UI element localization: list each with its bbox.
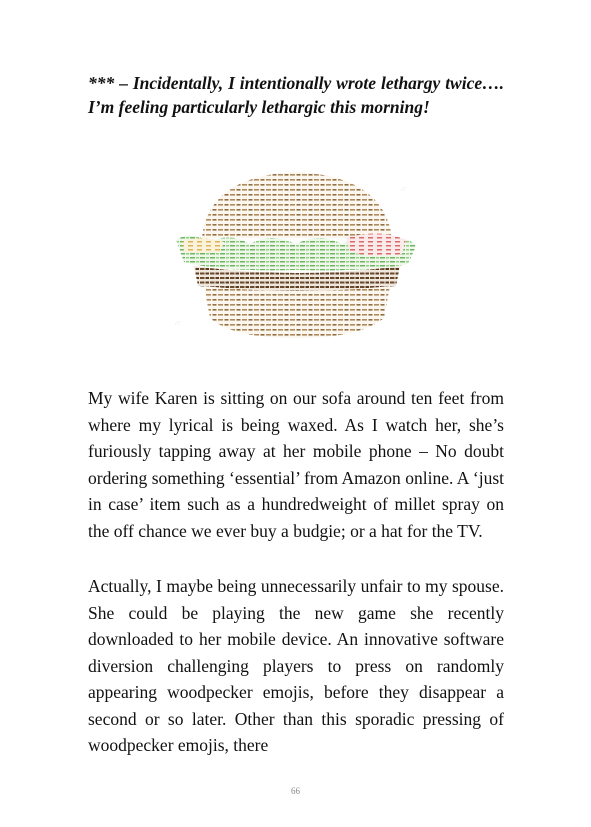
footnote-text: *** – Incidentally, I intentionally wrote lethargy twice…. I’m feeling particularly lethargic this morning! [88,73,504,117]
burger-word-art-icon [170,168,422,340]
svg-text:·:·: ·:· [399,184,409,194]
top-bun [202,172,392,238]
page-number: 66 [291,786,300,796]
bottom-bun [204,286,390,338]
svg-text:·:·: ·:· [173,318,183,328]
body-paragraph-1: My wife Karen is sitting on our sofa around ten feet from where my lyrical is being waxed. As I watch her, she’s furiously tapping away at her mobile phone – No doubt ordering something ‘essential’ from Amazon online. A ‘just in case’ item such as a hundredweight of millet spray on the off chance we ever buy a budgie; or a hat for the TV. [88,388,504,541]
tomato-layer [346,233,406,255]
burger-illustration [170,168,422,340]
body-paragraph-2: Actually, I maybe being unnecessarily unfair to my spouse. She could be playing the new game she recently downloaded to her mobile device. An innovative software diversion challenging players to press on randomly appearing woodpecker emojis, before they disappear a second or so later. Other than this sporadic pressing of woodpecker emojis, there [88,576,504,755]
